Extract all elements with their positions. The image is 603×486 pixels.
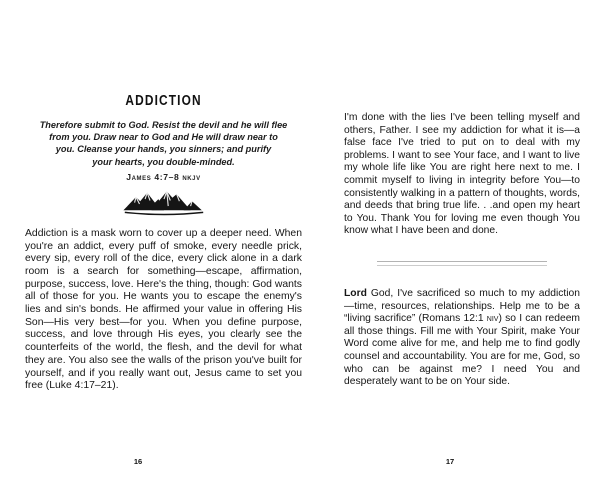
chapter-heading: ADDICTION: [125, 93, 202, 109]
translation-abbreviation: niv: [486, 313, 499, 325]
prayer-paragraph-1: I'm done with the lies I've been telling myself and others, Father. I see my addiction for what it is—a false face I've tried to put on to deal with my problems. I want to see Your face, and I want to live my whole life like You are right here next to me. I commit myself to living in integrity before You—to consistently walking in a pattern of thoughts, words, and deeds that bring true life. . .and open my heart to You. Thank You for loving me even though You know what I have been and done.: [344, 112, 580, 237]
right-page: [344, 112, 580, 389]
paragraph-2-text-a: God, I've sacrificed so much to my addiction—time, resources, relationships. Help me to be a “living sacrifice” (Romans 12:1: [344, 287, 580, 325]
verse-citation: James 4:7–8 nkjv: [126, 171, 201, 182]
verse-line: from you. Draw near to God and He will draw near to: [49, 132, 278, 143]
prayer-paragraph-2: [344, 288, 580, 389]
chapter-body-paragraph: Addiction is a mask worn to cover up a deeper need. When you're an addict, every puff of smoke, every needle prick, every sip, every roll of the dice, every click alone in a dark room is a search for something—escape, affirmation, purpose, success, love. Here's the thing, though: God wants all of those for you. He wants you to escape the enemy's lies and sin's bonds. He affirmed your value in offering His Son—His very best—for you. When you define purpose, success, and love through His eyes, you clearly see the counterfeits of the world, the flesh, and the devil for what they are. You also see the walls of the prison you've built for yourself, and if you really want out, Jesus came to set you free (Luke 4:17–21).: [25, 227, 302, 392]
chapter-heading-wrap: [25, 92, 302, 110]
page-number-left: 16: [133, 457, 143, 466]
mountain-range-icon: [25, 189, 302, 219]
left-page: [25, 92, 302, 393]
epigraph-verse: [25, 119, 302, 168]
paragraph-2-text-b: ) so I can redeem all those things. Fill me with Your Spirit, make Your Word come alive for me, and help me to find godly counsel and accountability. You are for me, God, so who can be against me? I need You and desperately want to be on Your side.: [344, 313, 581, 388]
lead-word: Lord: [344, 287, 367, 299]
verse-line: your hearts, you double-minded.: [92, 156, 235, 167]
section-divider-rule: [377, 261, 547, 266]
verse-line: Therefore submit to God. Resist the devil and he will flee: [39, 120, 288, 130]
verse-line: you. Cleanse your hands, you sinners; and purify: [55, 144, 272, 155]
page-number-right: 17: [445, 457, 455, 466]
